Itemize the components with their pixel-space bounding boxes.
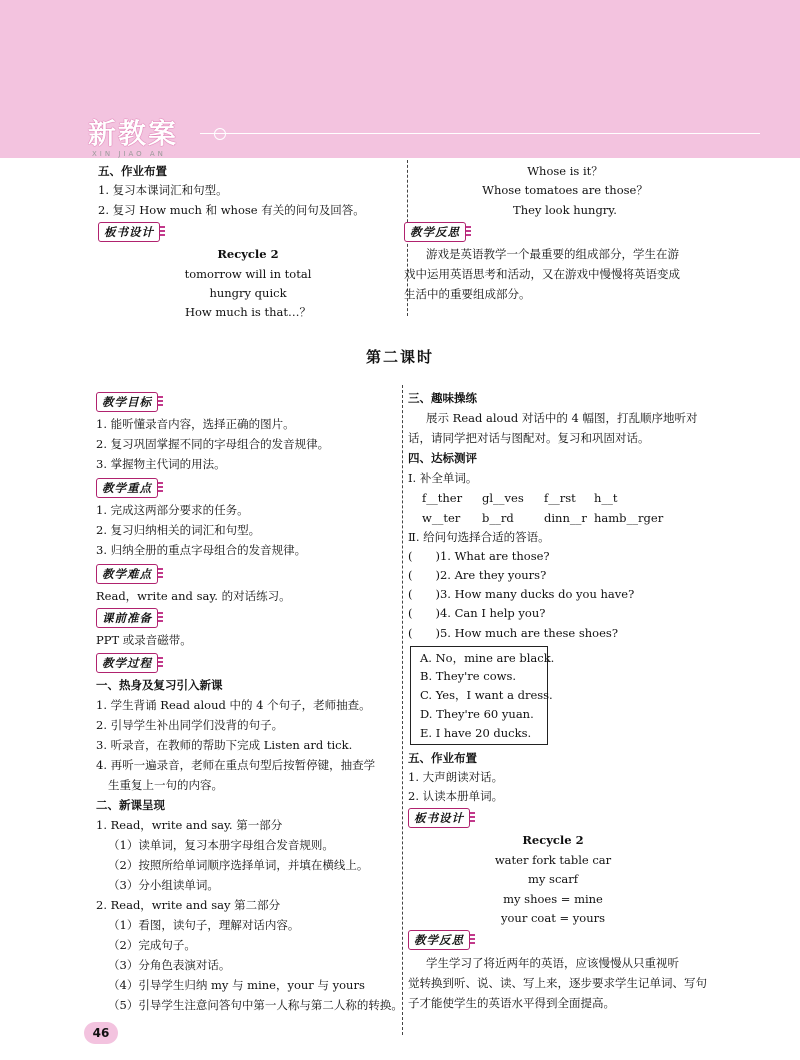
brand-logo: 新教案 (88, 117, 179, 150)
tag-board-design: 板书设计 (408, 808, 470, 828)
question-item: ( )4. Can I help you? (408, 606, 546, 620)
lesson-title: 第二课时 (365, 348, 434, 366)
board-line: my scarf (527, 872, 578, 886)
process-item: 1. 学生背诵 Read aloud 中的 4 个句子，老师抽查。 (96, 698, 371, 712)
board-line: tomorrow will in total (184, 267, 312, 281)
process-heading: 四、达标测评 (408, 451, 477, 465)
question-item: ( )1. What are those? (408, 549, 550, 563)
fill-word: b__rd (482, 511, 514, 525)
page-number: 46 (84, 1022, 118, 1044)
board-line: hungry quick (209, 286, 287, 300)
process-item: （1）读单词，复习本册字母组合发音规则。 (108, 838, 334, 852)
fill-word: f__ther (422, 491, 463, 505)
process-item: （3）分角色表演对话。 (108, 958, 231, 972)
process-item: （4）引导学生归纳 my 与 mine，your 与 yours (108, 978, 365, 992)
tag-key-points: 教学重点 (96, 478, 158, 498)
column-divider (402, 385, 403, 1035)
key-item: 1. 完成这两部分要求的任务。 (96, 503, 249, 517)
homework-heading: 五、作业布置 (98, 164, 167, 178)
reflection-text: 生活中的重要组成部分。 (404, 287, 531, 301)
process-text: 话，请同学把对话与图配对。复习和巩固对话。 (408, 431, 650, 445)
process-item: （2）完成句子。 (108, 938, 196, 952)
homework-item: 2. 认读本册单词。 (408, 789, 504, 803)
board-line: Whose tomatoes are those？ (482, 183, 648, 197)
tag-teaching-goals: 教学目标 (96, 392, 158, 412)
fill-word: h__t (594, 491, 618, 505)
process-item: 2. Read，write and say 第二部分 (96, 898, 281, 912)
tag-reflection: 教学反思 (404, 222, 466, 242)
goal-item: 1. 能听懂录音内容，选择正确的图片。 (96, 417, 295, 431)
brand-subtitle: XIN JIAO AN (92, 150, 166, 158)
answer-option: A. No，mine are black. (420, 651, 555, 665)
process-heading: 三、趣味操练 (408, 391, 477, 405)
fill-word: hamb__rger (594, 511, 664, 525)
goal-item: 3. 掌握物主代词的用法。 (96, 457, 226, 471)
answer-option: B. They're cows. (420, 669, 517, 683)
question-item: ( )3. How many ducks do you have? (408, 587, 635, 601)
process-item: 2. 引导学生补出同学们没背的句子。 (96, 718, 284, 732)
tag-difficult-points: 教学难点 (96, 564, 158, 584)
process-text: 展示 Read aloud 对话中的 4 幅图，打乱顺序地听对 (426, 411, 698, 425)
board-line: water fork table car (494, 853, 612, 867)
board-line: your coat = yours (501, 911, 605, 925)
homework-item: 1. 复习本课词汇和句型。 (98, 183, 228, 197)
board-title: Recycle 2 (217, 247, 279, 261)
header-ornament-icon (214, 128, 226, 140)
question-item: ( )2. Are they yours? (408, 568, 547, 582)
board-title: Recycle 2 (522, 833, 584, 847)
board-line: How much is that…？ (184, 305, 311, 319)
homework-heading: 五、作业布置 (408, 751, 477, 765)
process-heading: 二、新课呈现 (96, 798, 165, 812)
process-item: 生重复上一句的内容。 (108, 778, 223, 792)
tag-board-design: 板书设计 (98, 222, 160, 242)
goal-item: 2. 复习巩固掌握不同的字母组合的发音规律。 (96, 437, 330, 451)
answer-option: E. I have 20 ducks. (420, 726, 532, 740)
fill-word: w__ter (422, 511, 461, 525)
homework-item: 1. 大声朗读对话。 (408, 770, 504, 784)
board-line: my shoes = mine (503, 892, 603, 906)
reflection-text: 学生学习了将近两年的英语，应该慢慢从只重视听 (426, 956, 679, 970)
process-item: 3. 听录音，在教师的帮助下完成 Listen ard tick. (96, 738, 353, 752)
key-item: 2. 复习归纳相关的词汇和句型。 (96, 523, 261, 537)
process-item: 1. Read，write and say. 第一部分 (96, 818, 283, 832)
fill-word: gl__ves (482, 491, 524, 505)
difficult-item: Read，write and say. 的对话练习。 (96, 589, 291, 603)
answer-option: D. They're 60 yuan. (420, 707, 534, 721)
preparation-item: PPT 或录音磁带。 (96, 633, 192, 647)
exercise-title: Ⅱ. 给问句选择合适的答语。 (408, 530, 550, 544)
exercise-title: Ⅰ. 补全单词。 (408, 471, 478, 485)
process-item: （3）分小组读单词。 (108, 878, 219, 892)
header-rule (200, 133, 760, 134)
reflection-text: 游戏是英语教学一个最重要的组成部分，学生在游 (426, 247, 679, 261)
answer-option: C. Yes，I want a dress. (420, 688, 553, 702)
reflection-text: 子才能使学生的英语水平得到全面提高。 (408, 996, 615, 1010)
process-item: 4. 再听一遍录音，老师在重点句型后按暂停键，抽查学 (96, 758, 376, 772)
reflection-text: 觉转换到听、说、读、写上来，逐步要求学生记单词、写句 (408, 976, 707, 990)
process-item: （1）看图，读句子，理解对话内容。 (108, 918, 300, 932)
board-line: They look hungry. (513, 203, 617, 217)
question-item: ( )5. How much are these shoes? (408, 626, 618, 640)
reflection-text: 戏中运用英语思考和活动，又在游戏中慢慢将英语变成 (404, 267, 680, 281)
tag-reflection: 教学反思 (408, 930, 470, 950)
board-line: Whose is it？ (527, 164, 603, 178)
process-item: （5）引导学生注意问答句中第一人称与第二人称的转换。 (108, 998, 403, 1012)
key-item: 3. 归纳全册的重点字母组合的发音规律。 (96, 543, 307, 557)
homework-item: 2. 复习 How much 和 whose 有关的问句及回答。 (98, 203, 365, 217)
tag-teaching-process: 教学过程 (96, 653, 158, 673)
process-item: （2）按照所给单词顺序选择单词，并填在横线上。 (108, 858, 369, 872)
tag-preparation: 课前准备 (96, 608, 158, 628)
fill-word: dinn__r (544, 511, 587, 525)
fill-word: f__rst (544, 491, 576, 505)
process-heading: 一、热身及复习引入新课 (96, 678, 223, 692)
